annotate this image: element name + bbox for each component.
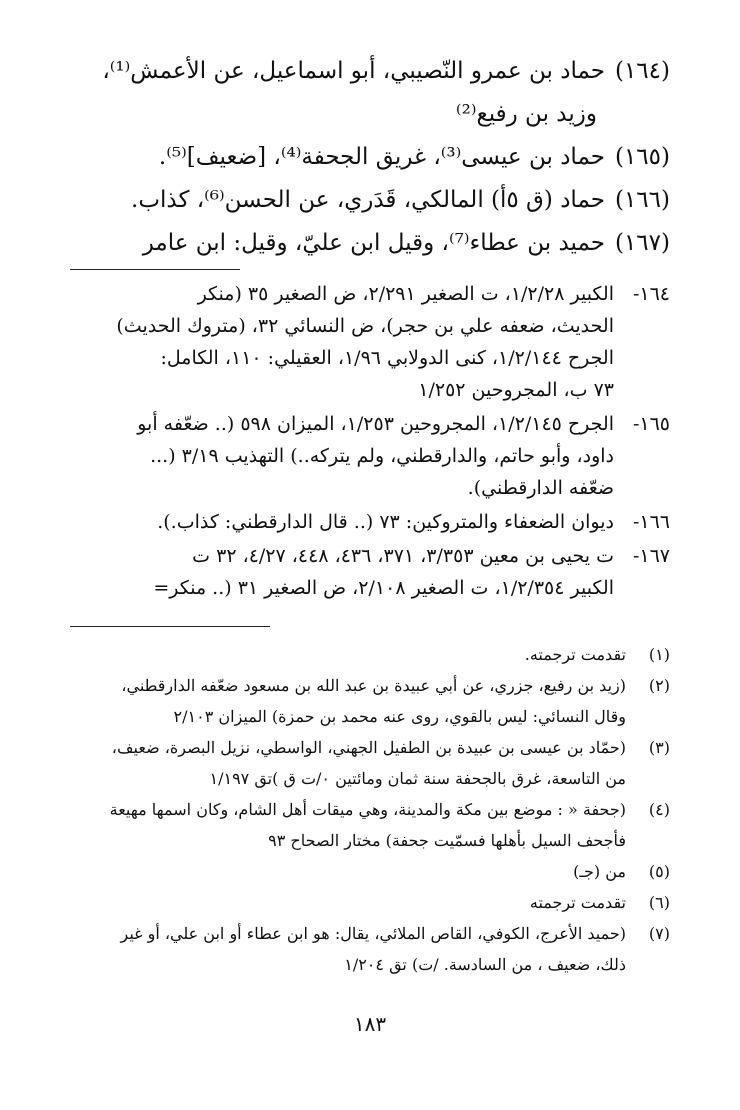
source-line: الجرح ١/٢/١٤٤، كنى الدولابي ١/٩٦، العقيلي: ١١٠، الكامل:	[160, 347, 614, 369]
source-text	[70, 278, 614, 406]
footnote-text	[70, 918, 626, 980]
entry-167	[70, 222, 670, 265]
footnote-text	[70, 639, 626, 670]
footnote-3	[70, 732, 670, 794]
entry-number: (١٦٦)	[614, 187, 670, 213]
page-number: ١٨٣	[353, 1012, 387, 1036]
footnote-line: (حمّاد بن عيسى بن عبيدة بن الطفيل الجهني، الواسطي، نزيل البصرة، ضعيف،	[111, 738, 626, 757]
source-164	[70, 278, 670, 406]
footnote-text	[70, 887, 626, 918]
footnote-line: ذلك، ضعيف ، من السادسة. /ت) تق ١/٢٠٤	[344, 955, 626, 974]
entry-166	[70, 179, 670, 222]
footnote-number: (٤)	[648, 800, 670, 819]
footnote-line: (حميد الأعرج، الكوفي، القاص الملائي، يقال: هو ابن عطاء أو ابن علي، أو غير	[120, 924, 626, 943]
entry-164	[70, 50, 670, 136]
footnote-1	[70, 639, 670, 670]
page-body	[70, 50, 670, 980]
source-text	[70, 540, 614, 604]
footnote-number: (٧)	[648, 924, 670, 943]
source-166	[70, 506, 670, 538]
source-number: ١٦٦-	[632, 511, 670, 533]
entry-line: حماد بن عمرو النّصيبي، أبو اسماعيل، عن الأعمش⁽¹⁾،	[102, 58, 605, 84]
source-line: الحديث، ضعفه علي بن حجر)، ض النسائي ٣٢، (متروك الحديث)	[116, 315, 614, 337]
entry-text: حماد بن عيسى⁽³⁾، غريق الجحفة⁽⁴⁾، [ضعيف]⁽⁵⁾.	[158, 144, 605, 170]
source-line: ت يحيى بن معين ٣/٣٥٣، ٣٧١، ٤٣٦، ٤٤٨، ٤/٢٧، ٣٢ ت	[192, 545, 614, 567]
entry-number: (١٦٥)	[614, 144, 670, 170]
section-divider	[70, 269, 240, 270]
footnote-number: (١)	[648, 645, 670, 664]
footnote-7	[70, 918, 670, 980]
entry-number: (١٦٧)	[614, 230, 670, 256]
source-line: ٧٣ ب، المجروحين ١/٢٥٢	[418, 379, 614, 401]
footnote-text	[70, 794, 626, 856]
footnote-line: فأجحف السيل بأهلها فسمّيت جحفة) مختار الصحاح ٩٣	[268, 831, 626, 850]
footnote-6	[70, 887, 670, 918]
footnote-number: (٥)	[648, 862, 670, 881]
footnote-2	[70, 670, 670, 732]
source-text	[70, 408, 614, 504]
source-line: ضعّفه الدارقطني).	[467, 477, 614, 499]
source-number: ١٦٤-	[632, 283, 670, 305]
footnote-line: من (جـ)	[573, 862, 626, 881]
entry-text: حماد (ق ٥أ) المالكي، قَدَري، عن الحسن⁽⁶⁾، كذاب.	[131, 187, 605, 213]
source-line: ديوان الضعفاء والمتروكين: ٧٣ (.. قال الدارقطني: كذاب.).	[157, 511, 614, 533]
footnote-text	[70, 670, 626, 732]
entry-165	[70, 136, 670, 179]
source-number: ١٦٥-	[632, 413, 670, 435]
footnote-line: (جحفة « : موضع بين مكة والمدينة، وهي ميقات أهل الشام، وكان اسمها مهيعة	[109, 800, 626, 819]
source-line: الكبير ١/٢/٢٨، ت الصغير ٢/٢٩١، ض الصغير ٣٥ (منكر	[197, 283, 614, 305]
footnote-line: تقدمت ترجمته.	[524, 645, 626, 664]
source-line: داود، وأبو حاتم، والدارقطني، ولم يتركه..) التهذيب ٣/١٩ (...	[150, 445, 614, 467]
footnote-text	[70, 856, 626, 887]
entry-number: (١٦٤)	[614, 58, 670, 84]
footnote-5	[70, 856, 670, 887]
footnote-number: (٦)	[648, 893, 670, 912]
footnote-line: من التاسعة، غرق بالجحفة سنة ثمان ومائتين ٠/ت ق )تق ١/١٩٧	[209, 769, 626, 788]
entry-line: وزيد بن رفيع⁽²⁾	[455, 101, 597, 127]
source-line: الكبير ١/٢/٣٥٤، ت الصغير ٢/١٠٨، ض الصغير ٣١ (.. منكر=	[153, 577, 614, 599]
source-number: ١٦٧-	[632, 545, 670, 567]
footnote-line: وقال النسائي: ليس بالقوي، روى عنه محمد بن حمزة) الميزان ٢/١٠٣	[173, 707, 626, 726]
entry-text	[70, 50, 605, 136]
footnote-4	[70, 794, 670, 856]
source-165	[70, 408, 670, 504]
source-line: الجرح ١/٢/١٤٥، المجروحين ١/٢٥٣، الميزان ٥٩٨ (.. ضعّفه أبو	[137, 413, 614, 435]
footnote-line: (زيد بن رفيع، جزري، عن أبي عبيدة بن عبد الله بن مسعود ضعّفه الدارقطني،	[121, 676, 626, 695]
footnote-text	[70, 732, 626, 794]
source-text	[70, 506, 614, 538]
entry-text: حميد بن عطاء⁽⁷⁾، وقيل ابن عليّ، وقيل: ابن عامر	[142, 230, 605, 256]
footnote-number: (٣)	[648, 738, 670, 757]
footnote-divider	[70, 626, 270, 627]
footnote-line: تقدمت ترجمته	[529, 893, 626, 912]
source-167	[70, 540, 670, 604]
footnote-number: (٢)	[648, 676, 670, 695]
